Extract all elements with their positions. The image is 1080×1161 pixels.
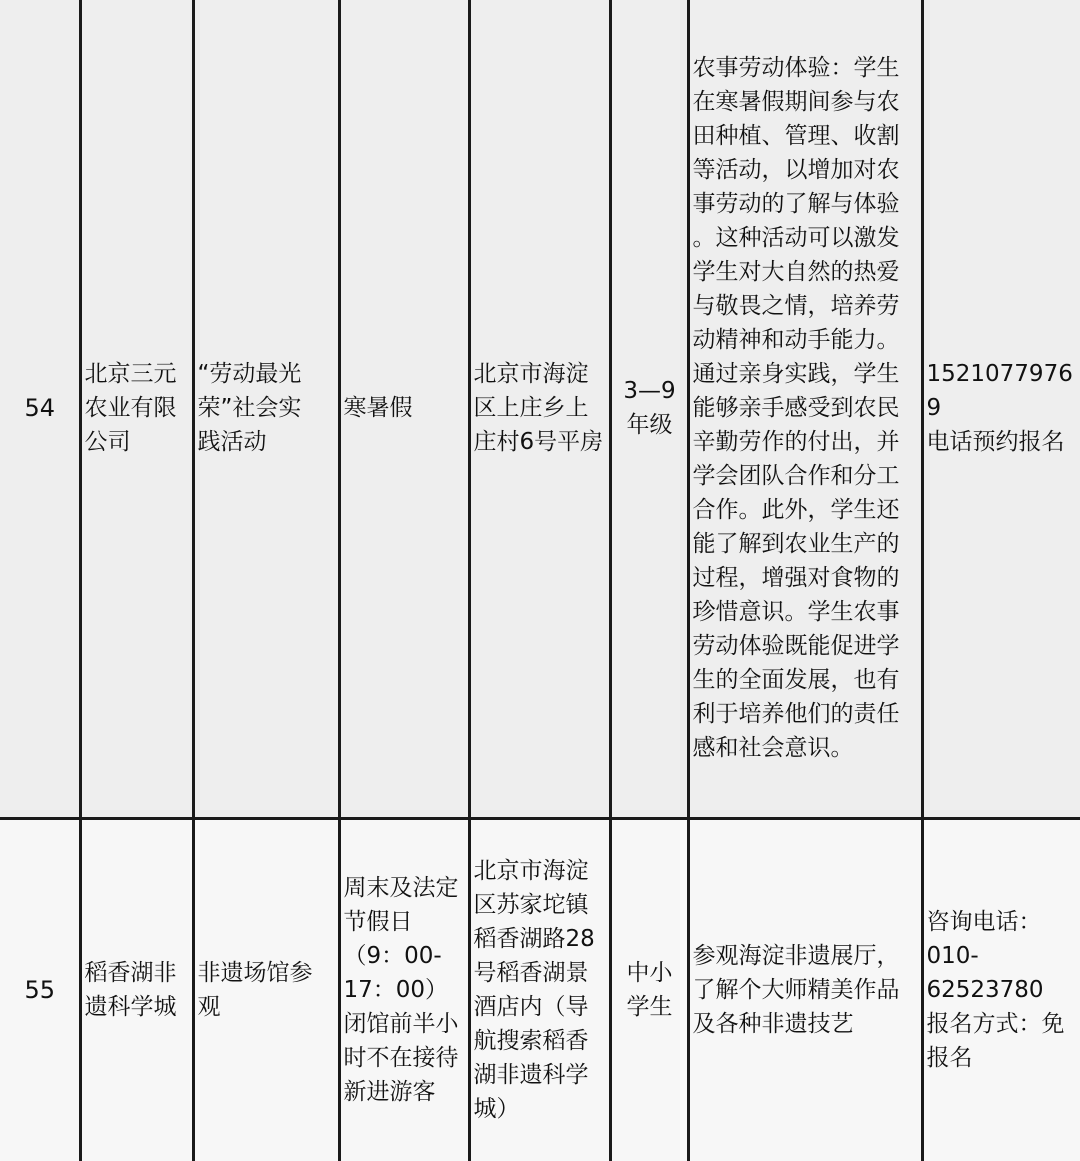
activity-time: 寒暑假 [343, 395, 413, 422]
organization-name: 北京三元 农业有限 公司 [84, 361, 177, 456]
table-row [0, 818, 1080, 1161]
address-cell [469, 0, 610, 818]
time-cell [339, 818, 469, 1161]
row-number: 55 [24, 976, 56, 1005]
activity-time: 周末及法定 节假日 （9：00- 17：00） 闭馆前半小 时不在接待 新进游客 [343, 875, 459, 1106]
row-number-cell [0, 0, 80, 818]
contact-cell [922, 0, 1080, 818]
activity-cell [193, 818, 339, 1161]
activity-content: 农事劳动体验：学生 在寒暑假期间参与农 田种植、管理、收割 等活动，以增加对农 事劳动的了解与体验 。这种活动可以激发 学生对大自然的热爱 与敬畏之情，培养劳 动精神和动手能力。 通过亲身实践，学生 能够亲手感受到农民 辛勤劳作的付出，并 学会团队合作和分工 合作。此外，学生还 能了解到农业生产的 过程，增强对食物的 珍惜意识。学生农事 劳动体验既能促进学 生的全面发展，也有 利于培养他们的责任 感和社会意识。 [692, 55, 900, 762]
activity-content: 参观海淀非遗展厅， 了解个大师精美作品 及各种非遗技艺 [692, 943, 900, 1038]
time-cell [339, 0, 469, 818]
contact-info: 1521077976 9 电话预约报名 [926, 361, 1073, 456]
target-grade: 3—9 年级 [623, 378, 676, 439]
organization-cell [80, 0, 193, 818]
activity-address: 北京市海淀 区上庄乡上 庄村6号平房 [473, 361, 604, 456]
activity-name: 非遗场馆参 观 [197, 960, 313, 1021]
row-number: 54 [24, 394, 56, 423]
grade-cell [610, 818, 688, 1161]
organization-name: 稻香湖非 遗科学城 [84, 960, 177, 1021]
activity-name: “劳动最光 荣”社会实 践活动 [197, 361, 302, 456]
activity-address: 北京市海淀 区苏家坨镇 稻香湖路28 号稻香湖景 酒店内（导 航搜索稻香 湖非遗科学 城） [473, 858, 595, 1123]
content-cell [688, 0, 922, 818]
address-cell [469, 818, 610, 1161]
organization-cell [80, 818, 193, 1161]
content-cell [688, 818, 922, 1161]
grade-cell [610, 0, 688, 818]
contact-info: 咨询电话： 010- 62523780 报名方式：免 报名 [926, 909, 1065, 1072]
row-number-cell [0, 818, 80, 1161]
contact-cell [922, 818, 1080, 1161]
target-grade: 中小 学生 [626, 960, 673, 1021]
activity-cell [193, 0, 339, 818]
